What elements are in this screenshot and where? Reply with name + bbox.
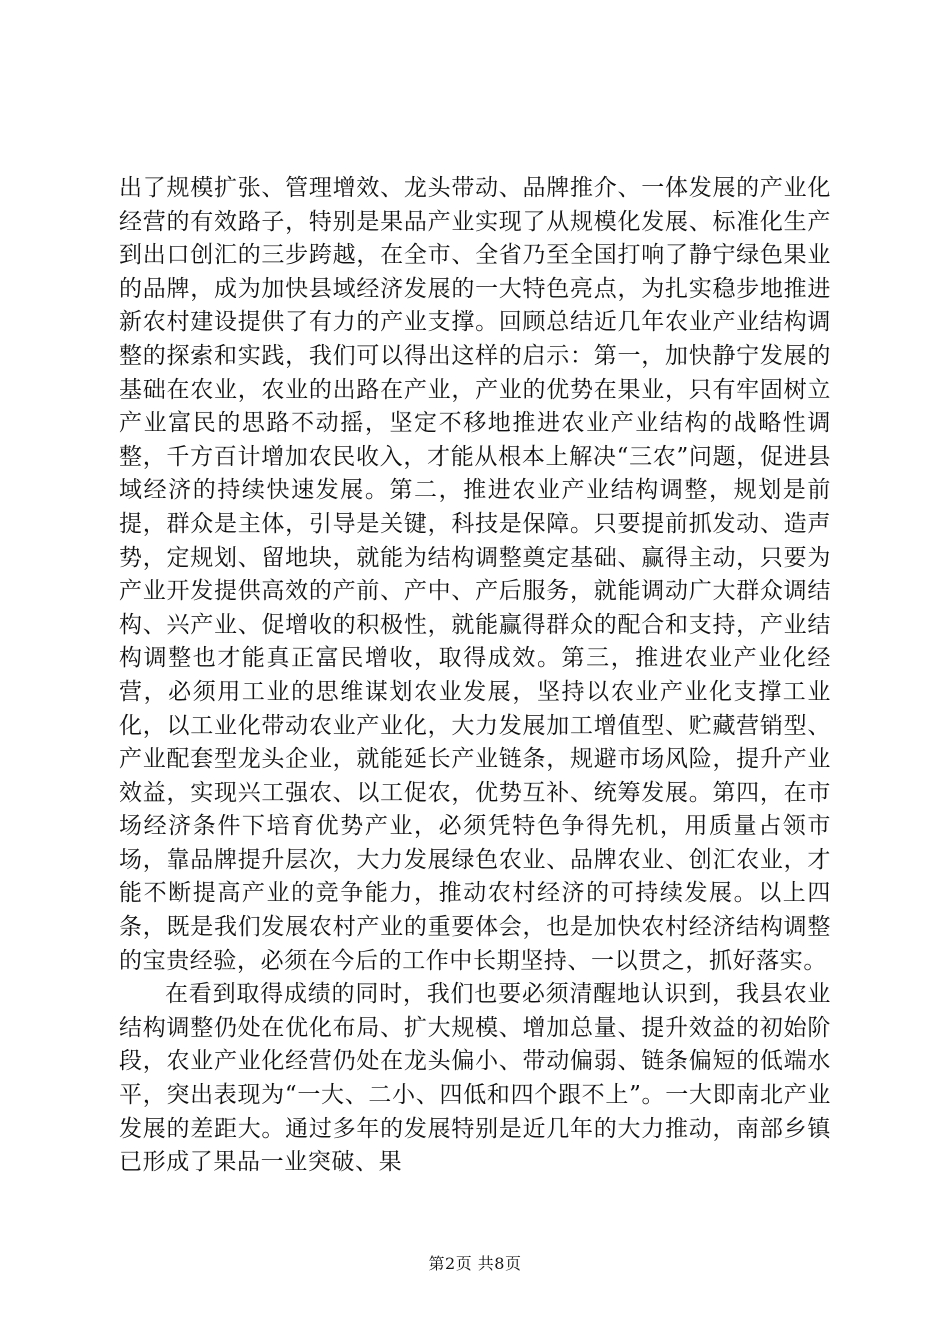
document-body: [119, 172, 831, 1180]
page-footer: 第2页 共8页: [428, 1254, 522, 1273]
paragraph-2: 在看到取得成绩的同时，我们也要必须清醒地认识到，我县农业结构调整仍处在优化布局、扩大规模、增加总量、提升效益的初始阶段，农业产业化经营仍处在龙头偏小、带动偏弱、链条偏短的低端水平，突出表现为“一大、二小、四低和四个跟不上”。一大即南北产业发展的差距大。通过多年的发展特别是近几年的大力推动，南部乡镇已形成了果品一业突破、果: [119, 981, 831, 1176]
paragraph-1: 出了规模扩张、管理增效、龙头带动、品牌推介、一体发展的产业化经营的有效路子，特别是果品产业实现了从规模化发展、标准化生产到出口创汇的三步跨越，在全市、全省乃至全国打响了静宁绿色果业的品牌，成为加快县域经济发展的一大特色亮点，为扎实稳步地推进新农村建设提供了有力的产业支撑。回顾总结近几年农业产业结构调整的探索和实践，我们可以得出这样的启示：第一，加快静宁发展的基础在农业，农业的出路在产业，产业的优势在果业，只有牢固树立产业富民的思路不动摇，坚定不移地推进农业产业结构的战略性调整，千方百计增加农民收入，才能从根本上解决“三农”问题，促进县域经济的持续快速发展。第二，推进农业产业结构调整，规划是前提，群众是主体，引导是关键，科技是保障。只要提前抓发动、造声势，定规划、留地块，就能为结构调整奠定基础、赢得主动，只要为产业开发提供高效的产前、产中、产后服务，就能调动广大群众调结构、兴产业、促增收的积极性，就能赢得群众的配合和支持，产业结构调整也才能真正富民增收，取得成效。第三，推进农业产业化经营，必须用工业的思维谋划农业发展，坚持以农业产业化支撑工业化，以工业化带动农业产业化，大力发展加工增值型、贮藏营销型、产业配套型龙头企业，就能延长产业链条，规避市场风险，提升产业效益，实现兴工强农、以工促农，优势互补、统筹发展。第四，在市场经济条件下培育优势产业，必须凭特色争得先机，用质量占领市场，靠品牌提升层次，大力发展绿色农业、品牌农业、创汇农业，才能不断提高产业的竞争能力，推动农村经济的可持续发展。以上四条，既是我们发展农村产业的重要体会，也是加快农村经济结构调整的宝贵经验，必须在今后的工作中长期坚持、一以贯之，抓好落实。: [119, 175, 831, 974]
